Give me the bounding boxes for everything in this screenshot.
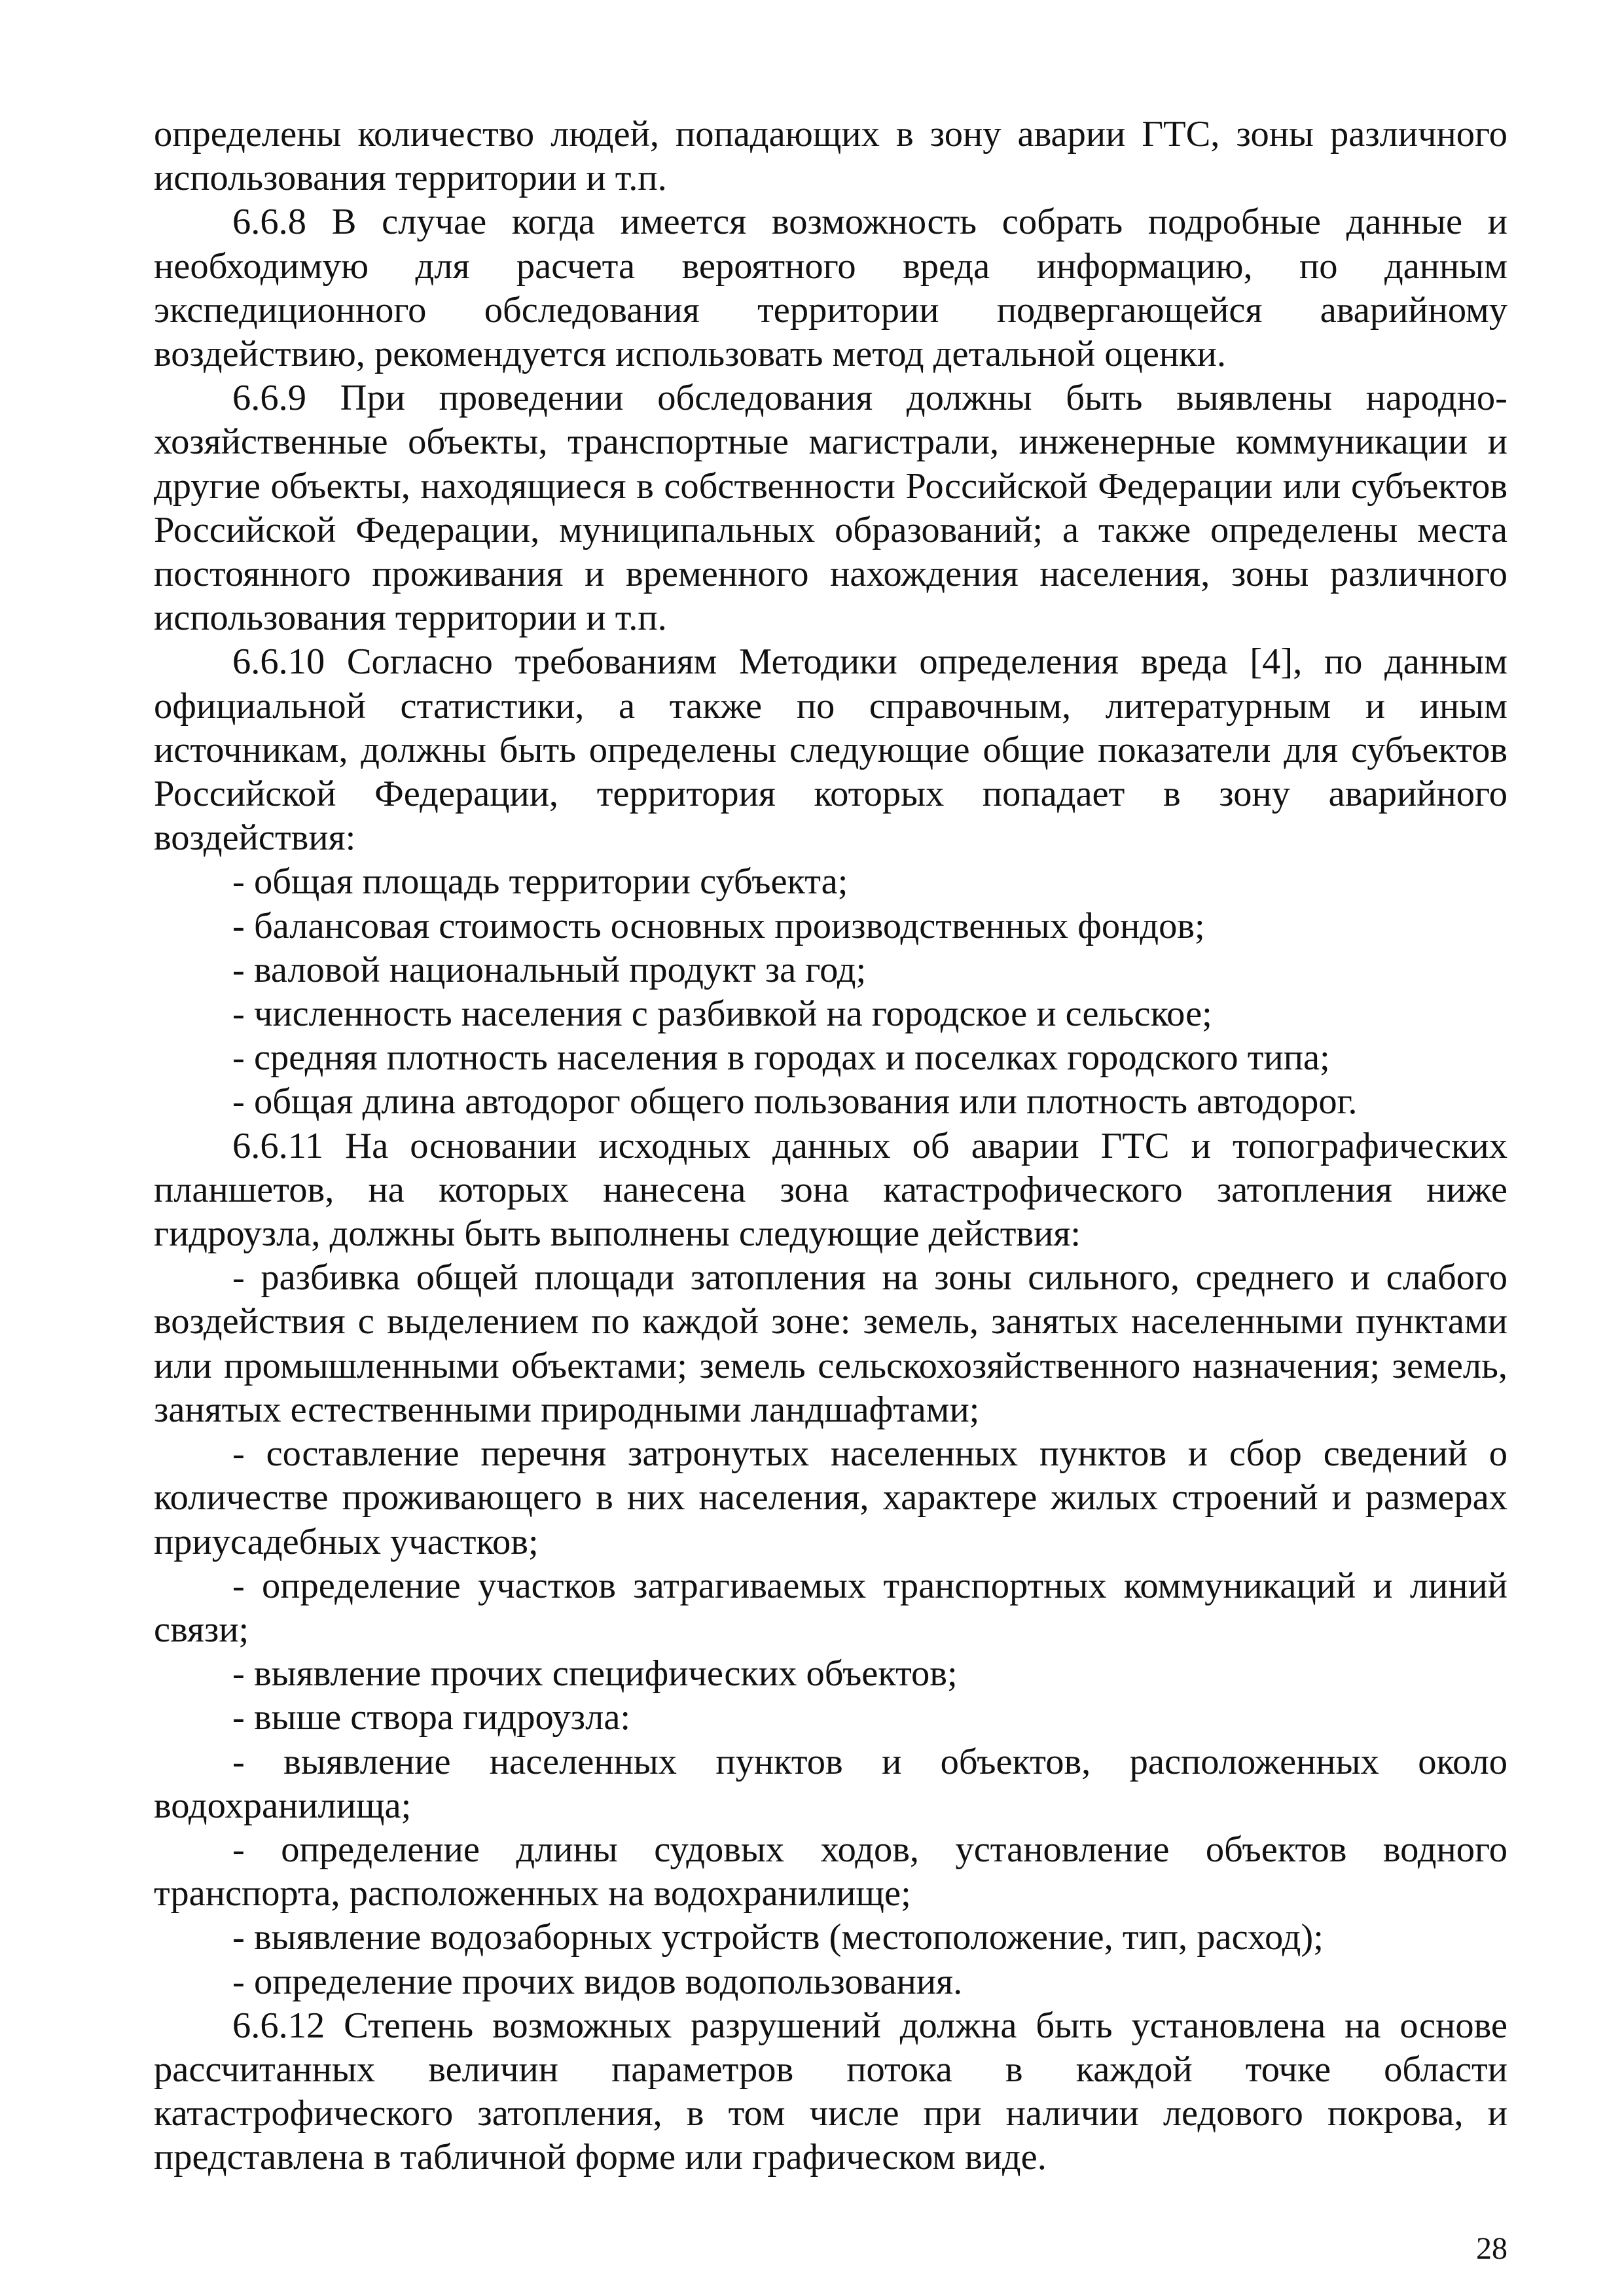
list-item: - составление перечня затронутых населенных пунктов и сбор сведений о количестве проживающего в них населения, характере жилых строений и размерах приусадебных участков; bbox=[154, 1433, 1507, 1562]
list-item: - общая площадь территории субъекта; bbox=[232, 861, 848, 903]
paragraph-6-6-8: 6.6.8 В случае когда имеется возможность собрать подробные данные и необходимую для расчета вероятного вреда информацию, по данным экспедиционного обследования территории подвергающейся аварийному воздействию, рекомендуется использовать метод детальной оценки. bbox=[154, 202, 1507, 375]
paragraph-6-6-11: 6.6.11 На основании исходных данных об аварии ГТС и топографических планшетов, на которых нанесена зона катастрофического затопления ниже гидроузла, должны быть выполнены следующие действия: bbox=[154, 1125, 1507, 1255]
list-item: - выше створа гидроузла: bbox=[232, 1697, 631, 1738]
list-item: - численность населения с разбивкой на городское и сельское; bbox=[232, 994, 1212, 1035]
paragraph-6-6-12: 6.6.12 Степень возможных разрушений должна быть установлена на основе рассчитанных величин параметров потока в каждой точке области катастрофического затопления, в том числе при наличии ледового покрова, и представлена в табличной форме или графическом виде. bbox=[154, 2005, 1507, 2178]
list-item: - общая длина автодорог общего пользования или плотность автодорог. bbox=[232, 1081, 1358, 1122]
list-item: - определение прочих видов водопользования. bbox=[232, 1961, 963, 2002]
list-item: - выявление водозаборных устройств (местоположение, тип, расход); bbox=[232, 1917, 1324, 1958]
list-item: - средняя плотность населения в городах и поселках городского типа; bbox=[232, 1037, 1330, 1079]
paragraph-continuation: определены количество людей, попадающих в зону аварии ГТС, зоны различного использования территории и т.п. bbox=[154, 114, 1507, 199]
list-item: - выявление прочих специфических объектов; bbox=[232, 1653, 958, 1695]
paragraph-6-6-9: 6.6.9 При проведении обследования должны быть выявлены народно-хозяйственные объекты, транспортные магистрали, инженерные коммуникации и другие объекты, находящиеся в собственности Российской Федерации или субъектов Российской Федерации, муниципальных образований; а также определены места постоянного проживания и временного нахождения населения, зоны различного использования территории и т.п. bbox=[154, 378, 1507, 639]
list-item: - валовой национальный продукт за год; bbox=[232, 949, 867, 990]
page-number: 28 bbox=[1476, 2231, 1507, 2266]
list-item: - балансовая стоимость основных производственных фондов; bbox=[232, 905, 1205, 946]
list-item: - определение участков затрагиваемых транспортных коммуникаций и линий связи; bbox=[154, 1565, 1507, 1650]
list-item: - выявление населенных пунктов и объектов, расположенных около водохранилища; bbox=[154, 1741, 1507, 1826]
paragraph-6-6-10: 6.6.10 Согласно требованиям Методики определения вреда [4], по данным официальной статистики, а также по справочным, литературным и иным источникам, должны быть определены следующие общие показатели для субъектов Российской Федерации, территория которых попадает в зону аварийного воздействия: bbox=[154, 641, 1507, 859]
list-item: - разбивка общей площади затопления на зоны сильного, среднего и слабого воздействия с выделением по каждой зоне: земель, занятых населенными пунктами или промышленными объектами; земель сельскохозяйственного назначения; земель, занятых естественными природными ландшафтами; bbox=[154, 1257, 1507, 1430]
document-body bbox=[154, 113, 1507, 2180]
list-item: - определение длины судовых ходов, установление объектов водного транспорта, расположенных на водохранилище; bbox=[154, 1829, 1507, 1914]
